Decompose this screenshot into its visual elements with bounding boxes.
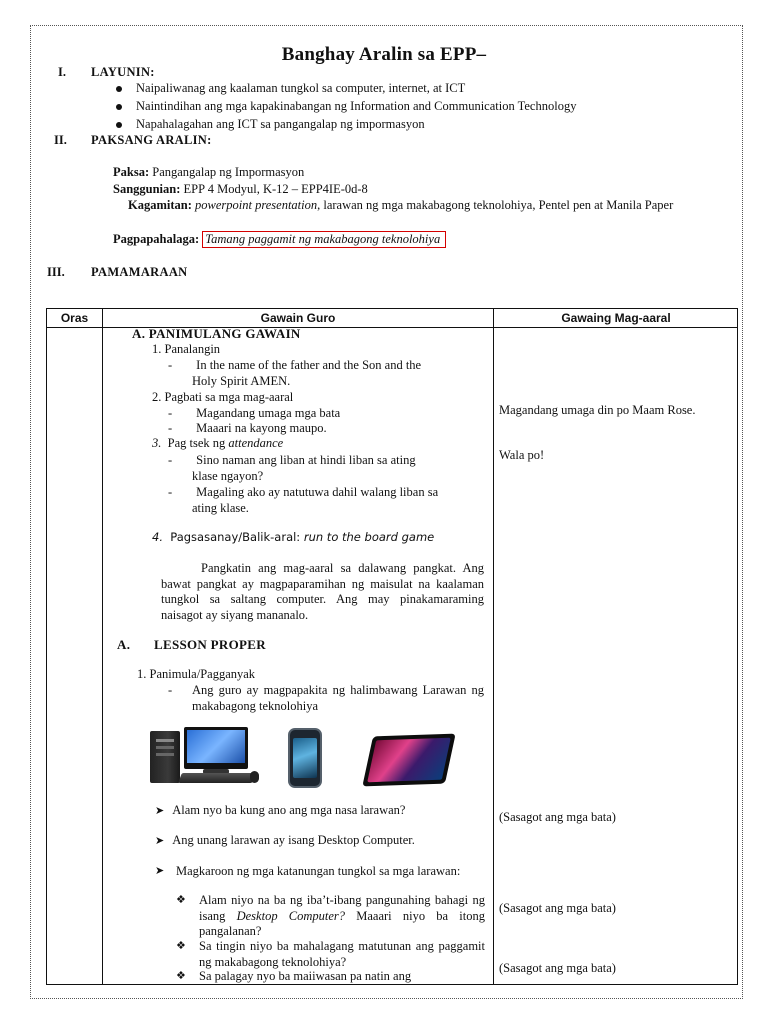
smartphone-image <box>288 728 322 788</box>
item-attendance: 3. Pag tsek ng attendance <box>152 436 284 450</box>
pagbati-detail-1: - Magandang umaga mga bata <box>168 406 341 420</box>
section-2-number: II. <box>54 133 67 147</box>
kagamitan-label: Kagamitan: <box>128 198 192 212</box>
question-3c: ❖ Sa palagay nyo ba maiiwasan pa natin ang <box>176 969 412 983</box>
pagganyak-dash: - <box>168 683 173 697</box>
pagpapahalaga-label: Pagpapahalaga: <box>113 232 200 246</box>
arrow-bullet-icon: ➤ <box>155 864 165 877</box>
section-1-title: LAYUNIN: <box>91 65 155 79</box>
question-1: ➤ Alam nyo ba kung ano ang mga nasa larawan? <box>155 803 406 817</box>
student-response-3: (Sasagot ang mga bata) <box>499 810 616 824</box>
pagganyak-detail: Ang guro ay magpapakita ng halimbawang Larawan ng makabagong teknolohiya <box>192 683 484 713</box>
pagbati-detail-2: - Maaari na kayong maupo. <box>168 421 327 435</box>
clover-bullet-icon: ❖ <box>176 969 186 982</box>
sanggunian-value: EPP 4 Modyul, K-12 – EPP4IE-0d-8 <box>183 182 368 196</box>
section-3-number: III. <box>47 265 65 279</box>
attendance-detail-2: - Magaling ako ay natutuwa dahil walang liban sa <box>168 485 439 499</box>
header-gawaing-mag-aaral: Gawaing Mag-aaral <box>561 311 671 325</box>
balik-aral-paragraph: Pangkatin ang mag-aaral sa dalawang pangkat. Ang bawat pangkat ay magpaparamihan ng maisulat na kaalaman tungkol sa saltang computer. Ang may pinakamaraming naisagot ay siyang mananalo. <box>161 561 484 622</box>
arrow-bullet-icon: ➤ <box>155 804 165 817</box>
section-1-number: I. <box>58 65 66 79</box>
panalangin-detail-cont: Holy Spirit AMEN. <box>192 374 291 388</box>
panalangin-detail: - In the name of the father and the Son and the <box>168 358 422 372</box>
objective-1: Naipaliwanag ang kaalaman tungkol sa computer, internet, at ICT <box>116 81 465 96</box>
attendance-detail-1-cont: klase ngayon? <box>192 469 264 483</box>
item-balik-aral: 4. Pagsasanay/Balik-aral: run to the board game <box>152 530 435 544</box>
pagpapahalaga-line <box>113 231 446 248</box>
item-pagbati: 2. Pagbati sa mga mag-aaral <box>152 390 294 404</box>
paksa-line <box>113 165 304 180</box>
clover-bullet-icon: ❖ <box>176 939 186 952</box>
student-response-5: (Sasagot ang mga bata) <box>499 961 616 975</box>
pagpapahalaga-value: Tamang paggamit ng makabagong teknolohiya <box>202 231 446 248</box>
paksa-label: Paksa: <box>113 165 150 179</box>
question-3a: ❖ Alam niyo na ba ng iba’t-ibang pangunahing bahagi ng isang Desktop Computer? Maaari niyo ba itong pangalanan? <box>176 893 485 938</box>
mouse <box>250 771 259 783</box>
student-response-4: (Sasagot ang mga bata) <box>499 901 616 915</box>
question-2: ➤ Ang unang larawan ay isang Desktop Computer. <box>155 833 415 847</box>
header-oras: Oras <box>60 311 89 325</box>
paksa-value: Pangangalap ng Impormasyon <box>152 165 305 179</box>
item-panalangin: 1. Panalangin <box>152 342 221 356</box>
lesson-proper-number: A. <box>117 637 131 652</box>
bullet-icon <box>116 86 122 92</box>
attendance-detail-1: - Sino naman ang liban at hindi liban sa ating <box>168 453 416 467</box>
section-2-title: PAKSANG ARALIN: <box>91 133 212 147</box>
document-title: Banghay Aralin sa EPP– <box>281 44 487 65</box>
sanggunian-label: Sanggunian: <box>113 182 181 196</box>
header-gawain-guro: Gawain Guro <box>260 311 336 325</box>
kagamitan-line <box>128 198 724 213</box>
question-3b: ❖ Sa tingin niyo ba mahalagang matutunan ang paggamit ng makabagong teknolohiya? <box>176 939 485 969</box>
sanggunian-line <box>113 182 368 197</box>
desktop-computer-image <box>150 727 260 785</box>
monitor <box>184 727 248 769</box>
kagamitan-rest: , larawan ng mga makabagong teknolohiya, Pentel pen at Manila Paper <box>317 198 674 212</box>
clover-bullet-icon: ❖ <box>176 893 186 906</box>
kagamitan-italic: powerpoint presentation <box>195 198 318 212</box>
objective-2: Naintindihan ang mga kapakinabangan ng Information and Communication Technology <box>116 99 576 114</box>
keyboard <box>178 773 256 783</box>
bullet-icon <box>116 104 122 110</box>
tablet-image <box>362 734 455 787</box>
bullet-icon <box>116 122 122 128</box>
objective-3: Napahalagahan ang ICT sa pangangalap ng impormasyon <box>116 117 425 132</box>
item-pagganyak: 1. Panimula/Pagganyak <box>137 667 256 681</box>
panimulang-gawain-heading: A. PANIMULANG GAWAIN <box>132 326 301 341</box>
arrow-bullet-icon: ➤ <box>155 834 165 847</box>
pc-tower <box>150 731 180 783</box>
section-3-title: PAMAMARAAN <box>91 265 188 279</box>
question-3: ➤ Magkaroon ng mga katanungan tungkol sa mga larawan: <box>155 864 461 878</box>
student-response-2: Wala po! <box>499 448 545 462</box>
column-divider <box>493 309 494 984</box>
attendance-detail-2-cont: ating klase. <box>192 501 249 515</box>
column-divider <box>102 309 103 984</box>
student-response-1: Magandang umaga din po Maam Rose. <box>499 403 696 417</box>
lesson-proper-heading: LESSON PROPER <box>154 637 266 652</box>
